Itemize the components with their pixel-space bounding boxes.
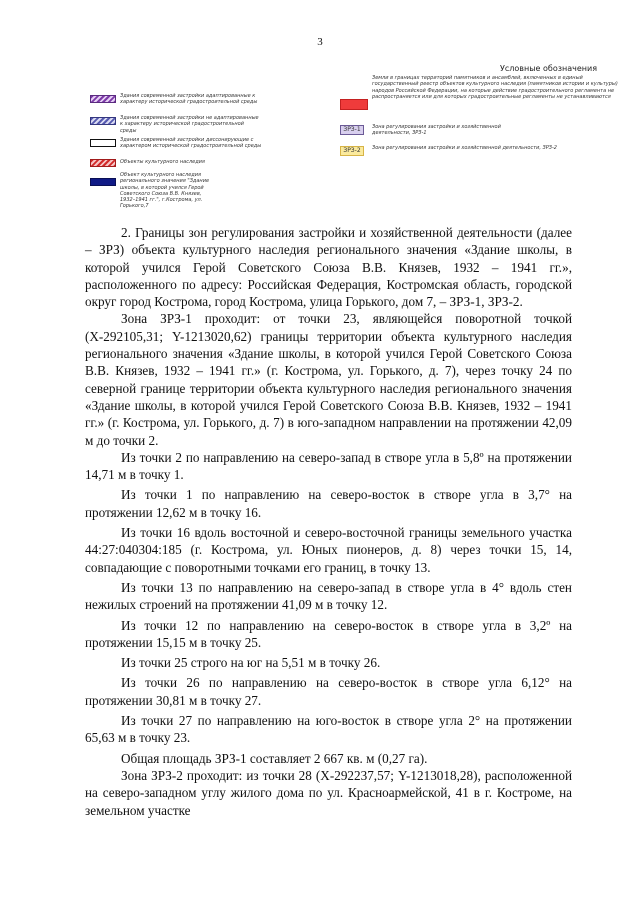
legend-swatch-zrz2: ЗРЗ-2 [340, 146, 364, 156]
legend-label-school-object: Объект культурного наследия регионального значения "Здание школы, в которой учился Герой Советского Союза В.В. Князев, 1932–1941 гг.", г.Кострома, ул. Горького,7 [120, 172, 210, 210]
legend-label-dissonant: Здания современной застройки диссонирующие с характером исторической градостроительной среды [120, 137, 262, 150]
legend-swatch-dissonant [90, 139, 116, 147]
paragraph-point-1: Из точки 1 по направлению на северо-восток в створе угла в 3,7° на протяжении 12,62 м в точку 16. [85, 487, 572, 520]
document-body [85, 224, 572, 819]
legend-label-zrz2: Зона регулирования застройки и хозяйственной деятельности, ЗРЗ-2 [372, 145, 557, 151]
legend-swatch-zrz1: ЗРЗ-1 [340, 125, 364, 135]
legend-title: Условные обозначения [500, 64, 598, 73]
legend-label-not-adapted: Здания современной застройки не адаптированные к характеру исторической градостроительной среды [120, 115, 259, 134]
paragraph-point-25: Из точки 25 строго на юг на 5,51 м в точку 26. [121, 655, 381, 671]
paragraph-point-2: Из точки 2 по направлению на северо-запад в створе угла в 5,8º на протяжении 14,71 м в точку 1. [85, 449, 572, 483]
legend-label-adapted: Здания современной застройки адаптированные к характеру исторической градостроительной среды [120, 93, 258, 106]
paragraph-point-13: Из точки 13 по направлению на северо-запад в створе угла в 4° вдоль стен нежилых строений на протяжении 41,09 м в точку 12. [85, 579, 572, 613]
paragraph-zrz2-description: Зона ЗРЗ-2 проходит: из точки 28 (Х-292237,57; Y-1213018,28), расположенной на северо-западном углу жилого дома по ул. Красноармейской, 41 в г. Костроме, на земельном участке [85, 767, 572, 818]
page-number: 3 [317, 36, 323, 48]
legend-label-zrz1: Зона регулирования застройки и хозяйственной деятельности, ЗРЗ-1 [372, 124, 501, 137]
paragraph-point-12: Из точки 12 по направлению на северо-восток в створе угла в 3,2º на протяжении 15,15 м в точку 25. [85, 617, 572, 650]
legend-swatch-school-object [90, 178, 116, 186]
paragraph-point-26: Из точки 26 по направлению на северо-восток в створе угла 6,12° на протяжении 30,81 м в точку 27. [85, 675, 572, 708]
legend-label-heritage: Объекты культурного наследия [120, 159, 205, 165]
paragraph-zrz-intro: 2. Границы зон регулирования застройки и хозяйственной деятельности (далее – ЗРЗ) объекта культурного наследия регионального значения «Здание школы, в которой учился Герой Советского Союза В.В. Князев, 1932 – 1941 гг.», расположенного по адресу: Российская Федерация, Костромская область, городской округ город Кострома, город Кострома, улица Горького, дом 7, – ЗРЗ-1, ЗРЗ-2. [85, 225, 572, 310]
paragraph-point-16: Из точки 16 вдоль восточной и северо-восточной границы земельного участка 44:27:040304:185 (г. Кострома, ул. Юных пионеров, д. 8) через точки 15, 14, совпадающие с поворотными точками его границ, в точку 13. [85, 525, 572, 575]
legend-swatch-heritage-lands [340, 99, 368, 110]
legend-swatch-adapted [90, 95, 116, 103]
paragraph-zrz1-area: Общая площадь ЗРЗ-1 составляет 2 667 кв. м (0,27 га). [121, 750, 428, 766]
paragraph-point-27: Из точки 27 по направлению на юго-восток в створе угла 2° на протяжении 65,63 м в точку 23. [85, 713, 572, 746]
legend-swatch-not-adapted [90, 117, 116, 125]
legend-swatch-heritage [90, 159, 116, 167]
paragraph-zrz1-description: Зона ЗРЗ-1 проходит: от точки 23, являющейся поворотной точкой (Х-292105,31; Y-1213020,62) границы территории объекта культурного наследия регионального значения «Здание школы, в которой учился Герой Советского Союза В.В. Князев, 1932 – 1941 гг.» (г. Кострома, ул. Горького, д. 7), через точку 24 по северной границе территории объекта культурного наследия регионального значения «Здание школы, в которой учился Герой Советского Союза В.В. Князев, 1932 – 1941 гг.» (г. Кострома, ул. Горького, д. 7) в юго-западном направлении на протяжении 42,09 м до точки 2. [85, 311, 572, 448]
legend-label-heritage-lands: Земли в границах территорий памятников и ансамблей, включенных в единый государственный реестр объектов культурного наследия (памятников истории и культуры) народов Российской Федерации, на которые действие градостроительного регламента не распространяется или для которых градостроительные регламенты не устанавливаются [372, 75, 618, 100]
